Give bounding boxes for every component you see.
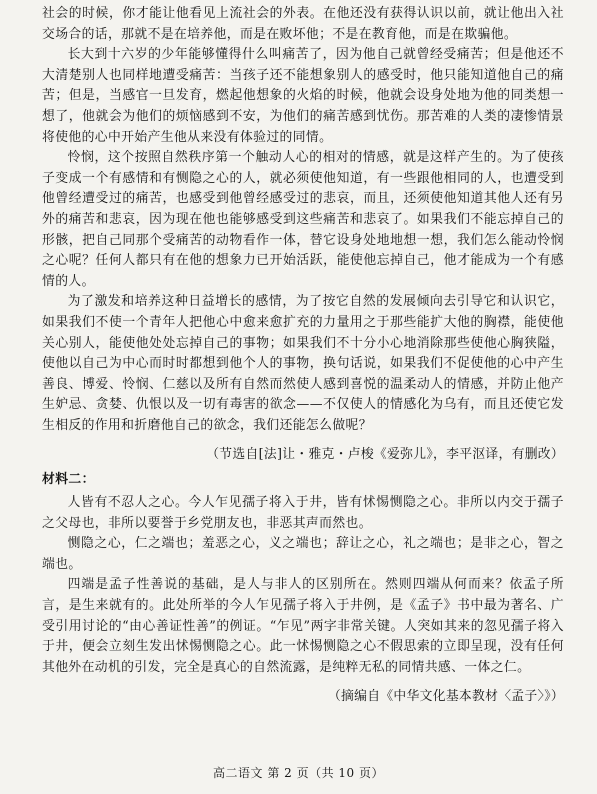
- source-citation-1: （节选自[法]让・雅克・卢梭《爱弥儿》，李平沤译，有删改）: [206, 447, 564, 463]
- exam-page: [42, 4, 564, 712]
- paragraph-5: 人皆有不忍人之心。今人乍见孺子将入于井，皆有怵惕恻隐之心。非所以内交于孺子之父母也，非所以要誉于乡党朋友也，非恶其声而然也。: [42, 495, 564, 531]
- material-2-heading: 材料二：: [42, 472, 95, 488]
- paragraph-6: 恻隐之心，仁之端也；羞恶之心，义之端也；辞让之心，礼之端也；是非之心，智之端也。: [42, 536, 564, 572]
- paragraph-1: 社会的时候，你才能让他看见上流社会的外表。在他还没有获得认识以前，就让他出入社交场合的话，那就不是在培养他，而是在败坏他；不是在教育他，而是在欺骗他。: [42, 6, 564, 42]
- page-footer: 高二语文 第 2 页（共 10 页）: [213, 766, 384, 780]
- paragraph-2: 长大到十六岁的少年能够懂得什么叫痛苦了，因为他自己就曾经受痛苦；但是他还不大清楚别人也同样地遭受痛苦：当孩子还不能想象别人的感受时，他只能知道他自己的痛苦；但是，当感官一旦发育，燃起他想象的火焰的时候，他就会设身处地为他的同类想一想了，他就会为他们的烦恼感到不安，为他们的痛苦感到忧伤。那苦难的人类的凄惨情景将使他的心中开始产生他从来没有体验过的同情。: [42, 47, 564, 145]
- paragraph-4: 为了激发和培养这种日益增长的感情，为了按它自然的发展倾向去引导它和认识它，如果我们不使一个青年人把他心中愈来愈扩充的力量用之于那些能扩大他的胸襟，能使他关心别人，能使他处处忘掉自己的事物；如果我们不十分小心地消除那些使他心胸狭隘，使他以自己为中心而时时都想到他个人的事物，换句话说，如果我们不促使他的心中产生善良、博爱、怜悯、仁慈以及所有自然而然使人感到喜悦的温柔动人的情感，并防止他产生妒忌、贪婪、仇恨以及一切有毒害的欲念——不仅使人的情感化为乌有，而且还使它发生相反的作用和折磨他自己的欲念，我们还能怎么做呢？: [42, 294, 564, 433]
- paragraph-7: 四端是孟子性善说的基础，是人与非人的区别所在。然则四端从何而来？依孟子所言，是生来就有的。此处所举的今人乍见孺子将入于井例，是《孟子》书中最为著名、广受引用讨论的“由心善证性善”的例证。“乍见”两字非常关键。人突如其来的忽见孺子将入于井，便会立刻生发出怵惕恻隐之心。此一怵惕恻隐之心不假思索的立即呈现，没有任何其他外在动机的引发，完全是真心的自然流露，是纯粹无私的同情共感、一体之仁。: [42, 577, 564, 675]
- paragraph-3: 怜悯，这个按照自然秩序第一个触动人心的相对的情感，就是这样产生的。为了使孩子变成一个有感情和有恻隐之心的人，就必须使他知道，有一些跟他相同的人，也遭受到他曾经遭受过的痛苦，也感受到他曾经感受过的悲哀，而且，还须使他知道其他人还有另外的痛苦和悲哀，因为现在他也能够感受到这些痛苦和悲哀了。如果我们不能忘掉自己的形骸，把自己同那个受痛苦的动物看作一体，替它设身处地地想一想，我们怎么能动怜悯之心呢？任何人都只有在他的想象力已开始活跃，能使他忘掉自己，他才能成为一个有感情的人。: [42, 150, 564, 289]
- source-citation-2: （摘编自《中华文化基本教材〈孟子〉》）: [327, 689, 564, 705]
